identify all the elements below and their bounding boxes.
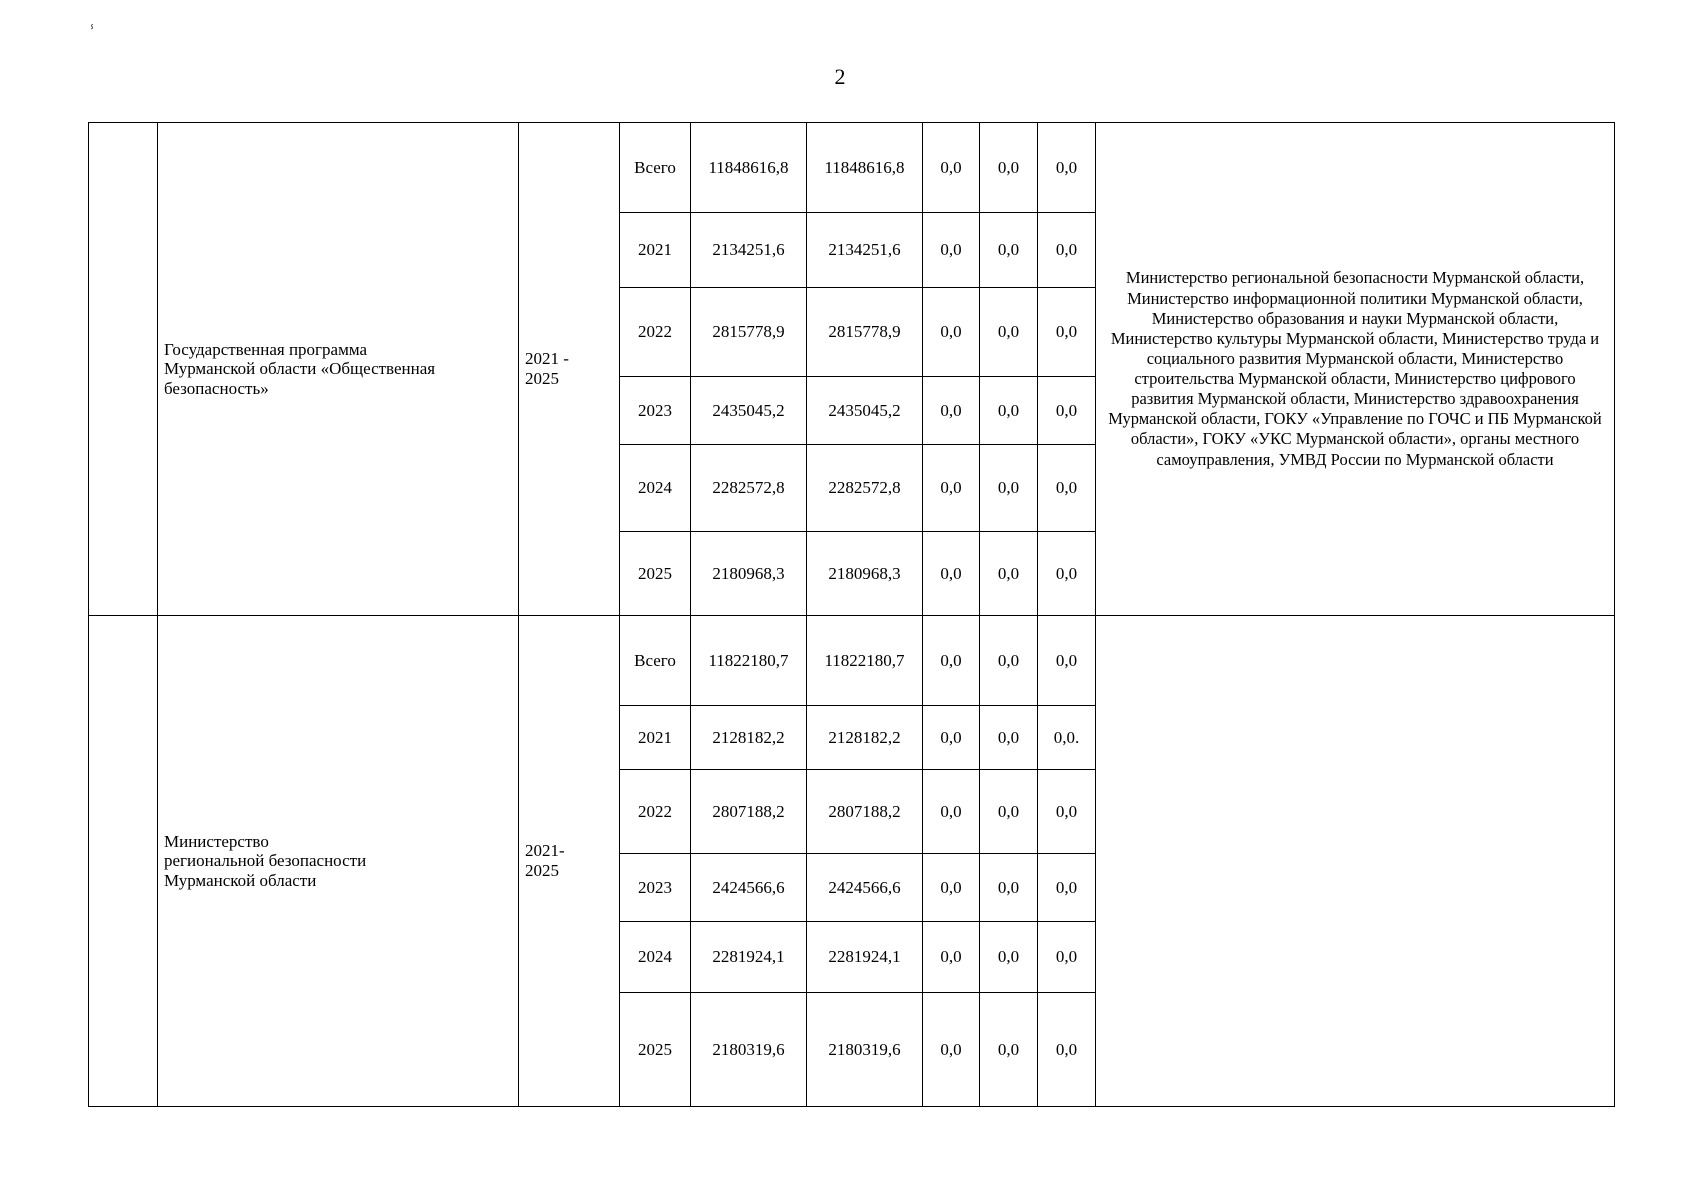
year-cell: Всего (620, 123, 691, 213)
value-cell: 0,0 (980, 377, 1038, 445)
total-cell: 11822180,7 (691, 616, 807, 706)
value-cell: 0,0 (980, 213, 1038, 288)
value-cell: 0,0 (923, 616, 980, 706)
value-cell: 0,0 (1038, 770, 1096, 854)
program-name-cell (158, 123, 519, 616)
year-cell: 2025 (620, 532, 691, 616)
table-row (89, 123, 1615, 213)
total-cell: 11848616,8 (691, 123, 807, 213)
row-number-cell (89, 123, 158, 616)
year-cell: 2021 (620, 213, 691, 288)
budget-table (88, 122, 1615, 1107)
scan-artifact: ⸯ (88, 27, 97, 42)
value-cell: 0,0 (923, 922, 980, 993)
total-cell: 2424566,6 (691, 854, 807, 922)
regional-budget-cell: 2134251,6 (807, 213, 923, 288)
regional-budget-cell: 11848616,8 (807, 123, 923, 213)
regional-budget-cell: 2807188,2 (807, 770, 923, 854)
value-cell: 0,0 (980, 532, 1038, 616)
value-cell: 0,0 (1038, 532, 1096, 616)
executors-cell: Министерство региональной безопасности Мурманской области, Министерство информационной политики Мурманской области, Министерство образования и науки Мурманской области, Министерство культуры Мурманской области, Министерство труда и социального развития Мурманской области, Министерство строительства Мурманской области, Министерство цифрового развития Мурманской области, Министерство здравоохранения Мурманской области, ГОКУ «Управление по ГОЧС и ПБ Мурманской области», ГОКУ «УКС Мурманской области», органы местного самоуправления, УМВД России по Мурманской области (1096, 123, 1615, 616)
value-cell: 0,0 (923, 854, 980, 922)
total-cell: 2134251,6 (691, 213, 807, 288)
year-cell: 2024 (620, 445, 691, 532)
total-cell: 2282572,8 (691, 445, 807, 532)
value-cell: 0,0 (980, 616, 1038, 706)
value-cell: 0,0 (1038, 288, 1096, 377)
value-cell: 0,0 (980, 706, 1038, 770)
value-cell: 0,0 (1038, 616, 1096, 706)
table-row (89, 616, 1615, 706)
value-cell: 0,0 (923, 377, 980, 445)
value-cell: 0,0 (1038, 377, 1096, 445)
regional-budget-cell: 2128182,2 (807, 706, 923, 770)
regional-budget-cell: 2424566,6 (807, 854, 923, 922)
period-cell: 2021- 2025 (519, 616, 620, 1107)
value-cell: 0,0 (980, 288, 1038, 377)
regional-budget-cell: 2282572,8 (807, 445, 923, 532)
regional-budget-cell: 2180968,3 (807, 532, 923, 616)
value-cell: 0,0 (1038, 213, 1096, 288)
value-cell: 0,0 (923, 532, 980, 616)
year-cell: 2025 (620, 993, 691, 1107)
value-cell: 0,0 (980, 770, 1038, 854)
year-cell: 2023 (620, 854, 691, 922)
value-cell: 0,0 (1038, 922, 1096, 993)
regional-budget-cell: 2281924,1 (807, 922, 923, 993)
program-name: Государственная программа Мурманской области «Общественная безопасность» (164, 339, 436, 398)
value-cell: 0,0 (923, 706, 980, 770)
year-cell: 2022 (620, 770, 691, 854)
total-cell: 2128182,2 (691, 706, 807, 770)
value-cell: 0,0 (1038, 854, 1096, 922)
value-cell: 0,0 (923, 445, 980, 532)
program-name-cell (158, 616, 519, 1107)
value-cell: 0,0 (980, 854, 1038, 922)
value-cell: 0,0 (923, 993, 980, 1107)
year-cell: 2024 (620, 922, 691, 993)
total-cell: 2281924,1 (691, 922, 807, 993)
total-cell: 2435045,2 (691, 377, 807, 445)
regional-budget-cell: 2180319,6 (807, 993, 923, 1107)
year-cell: Всего (620, 616, 691, 706)
total-cell: 2180319,6 (691, 993, 807, 1107)
executors-cell (1096, 616, 1615, 1107)
total-cell: 2180968,3 (691, 532, 807, 616)
period-cell: 2021 - 2025 (519, 123, 620, 616)
regional-budget-cell: 11822180,7 (807, 616, 923, 706)
total-cell: 2815778,9 (691, 288, 807, 377)
value-cell: 0,0 (1038, 993, 1096, 1107)
program-name: Министерство региональной безопасности Мурманской области (164, 831, 367, 890)
value-cell: 0,0 (980, 922, 1038, 993)
page-number: 2 (834, 64, 846, 89)
value-cell: 0,0 (980, 993, 1038, 1107)
year-cell: 2021 (620, 706, 691, 770)
year-cell: 2023 (620, 377, 691, 445)
total-cell: 2807188,2 (691, 770, 807, 854)
value-cell: 0,0 (923, 770, 980, 854)
value-cell: 0,0 (923, 213, 980, 288)
value-cell: 0,0 (923, 288, 980, 377)
value-cell: 0,0. (1038, 706, 1096, 770)
regional-budget-cell: 2815778,9 (807, 288, 923, 377)
value-cell: 0,0 (980, 445, 1038, 532)
regional-budget-cell: 2435045,2 (807, 377, 923, 445)
value-cell: 0,0 (980, 123, 1038, 213)
row-number-cell (89, 616, 158, 1107)
value-cell: 0,0 (1038, 445, 1096, 532)
value-cell: 0,0 (1038, 123, 1096, 213)
year-cell: 2022 (620, 288, 691, 377)
value-cell: 0,0 (923, 123, 980, 213)
